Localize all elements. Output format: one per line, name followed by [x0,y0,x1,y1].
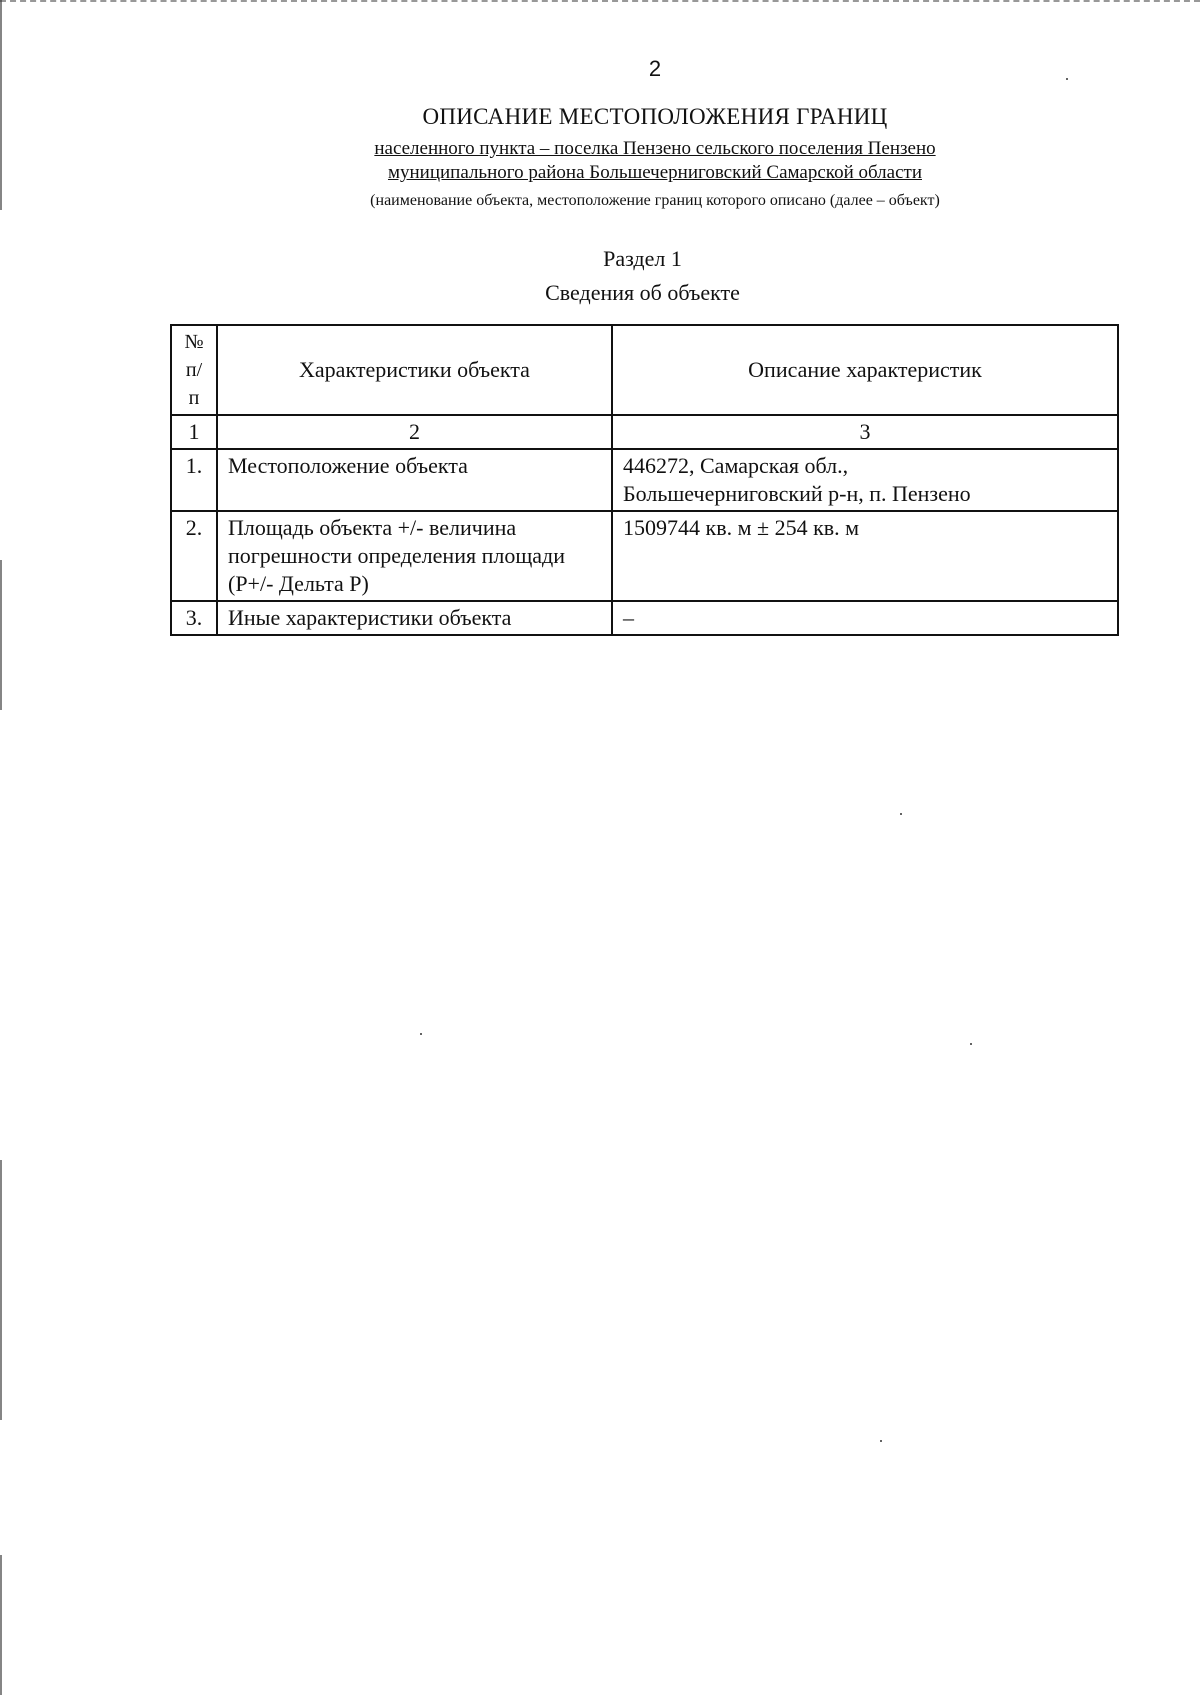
object-name-caption: (наименование объекта, местоположение границ которого описано (далее – объект) [370,192,940,209]
row-characteristic: Местоположение объекта [217,449,612,511]
table-index-row [171,415,1118,449]
row-characteristic-line: (Р+/- Дельта Р) [228,571,369,596]
page-number: 2 [648,56,662,81]
row-characteristic-line: Площадь объекта +/- величина [228,515,517,540]
header-number-symbol: № [184,331,204,353]
scan-edge-top [0,0,1200,5]
header-description: Описание характеристик [612,325,1118,415]
index-cell: 1 [171,415,217,449]
index-cell: 3 [612,415,1118,449]
scan-edge-left [0,1160,2,1420]
header-number-abbr: п/п [185,359,203,409]
scan-speck [970,1043,972,1045]
section-subtitle: Сведения об объекте [545,280,740,305]
row-characteristic [217,511,612,601]
object-info-table [170,324,1119,636]
row-number: 2. [171,511,217,601]
row-description-line: Большечерниговский р-н, п. Пензено [623,481,971,506]
row-description-line: 446272, Самарская обл., [623,453,849,478]
scan-speck [880,1440,882,1442]
scan-speck [900,813,902,815]
table-row [171,601,1118,635]
table-row [171,511,1118,601]
row-description [612,449,1118,511]
row-number: 3. [171,601,217,635]
document-title: ОПИСАНИЕ МЕСТОПОЛОЖЕНИЯ ГРАНИЦ [422,104,888,129]
section-title: Раздел 1 [603,246,682,271]
header-characteristics: Характеристики объекта [217,325,612,415]
scan-edge-left [0,560,2,710]
index-cell: 2 [217,415,612,449]
object-name-line-2: муниципального района Большечерниговский Самарской области [387,162,922,183]
scan-edge-left [0,1555,2,1695]
row-number: 1. [171,449,217,511]
row-characteristic-line: погрешности определения площади [228,543,566,568]
header-number [171,325,217,415]
row-characteristic: Иные характеристики объекта [217,601,612,635]
table-header-row [171,325,1118,415]
row-description: 1509744 кв. м ± 254 кв. м [612,511,1118,601]
object-name-line-1: населенного пункта – поселка Пензено сельского поселения Пензено [374,138,936,159]
row-description: – [612,601,1118,635]
scan-speck [420,1033,422,1035]
table-row [171,449,1118,511]
